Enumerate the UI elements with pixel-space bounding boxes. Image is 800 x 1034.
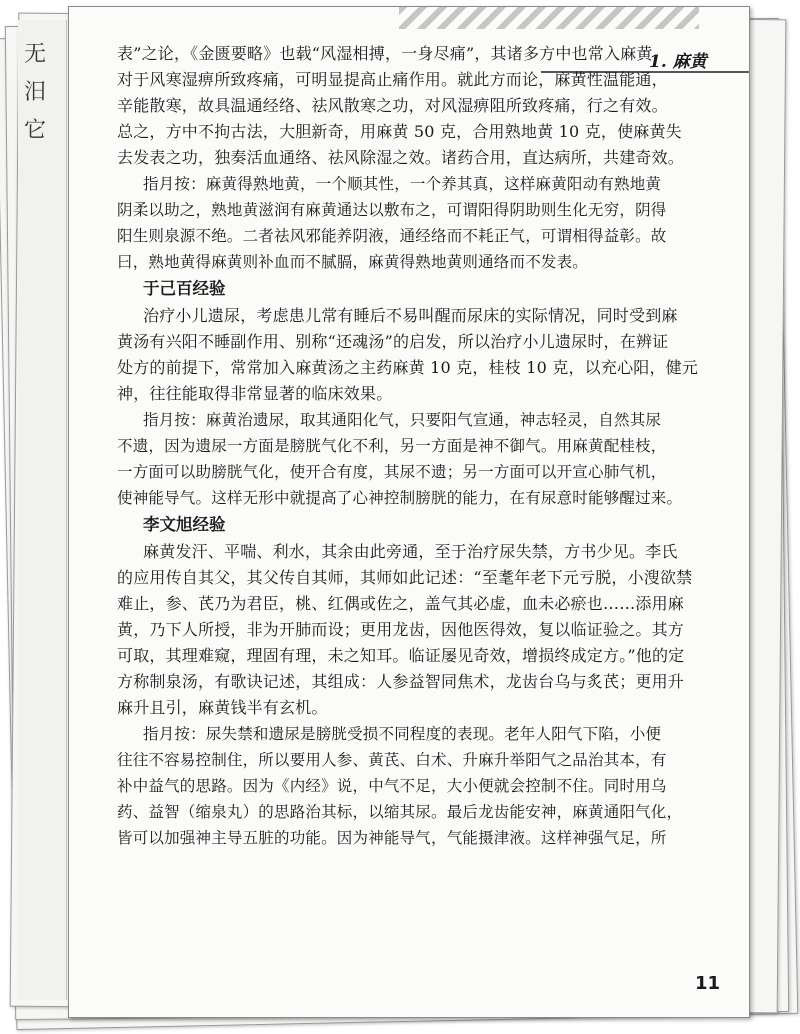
section-heading: 李文旭经验 — [143, 515, 226, 534]
text-line: 使神能导气。这样无形中就提高了心神控制膀胱的能力，在有尿意时能够醒过来。 — [117, 489, 683, 507]
text-line: 难止，参、芪乃为君臣，桃、红偶或佐之，盖气其必虚，血未必瘀也……添用麻 — [117, 594, 685, 613]
text-line: 药、益智（缩泉丸）的思路治其标，以缩其尿。最后龙齿能安神，麻黄通阳气化， — [117, 803, 683, 821]
left-page-edge — [18, 20, 67, 1000]
text-line: 麻升且引，麻黄钱半有玄机。 — [117, 698, 328, 717]
section-heading: 于己百经验 — [143, 279, 226, 298]
text-line: 往往不容易控制住，所以要用人参、黄芪、白术、升麻升举阳气之品治其本，有 — [117, 751, 667, 769]
text-line: 补中益气的思路。因为《内经》说，中气不足，大小便就会控制不住。同时用乌 — [117, 777, 667, 795]
text-line: 不遗，因为遗尿一方面是膀胱气化不利，另一方面是神不御气。用麻黄配桂枝， — [117, 437, 667, 455]
text-line: 指月按：麻黄得熟地黄，一个顺其性，一个养其真，这样麻黄阳动有熟地黄 — [143, 175, 662, 193]
text-line: 指月按：尿失禁和遗尿是膀胱受损不同程度的表现。老年人阳气下陷，小便 — [143, 725, 662, 743]
text-line: 对于风寒湿痹所致疼痛，可明显提高止痛作用。就此方而论，麻黄性温能通， — [117, 70, 668, 89]
text-line: 处方的前提下，常常加入麻黄汤之主药麻黄 10 克，桂枝 10 克，以充心阳，健元 — [117, 358, 699, 377]
text-line: 皆可以加强神主导五脏的功能。因为神能导气，气能摄津液。这样神强气足，所 — [117, 829, 667, 847]
page-number: 11 — [695, 973, 721, 994]
text-line: 一方面可以助膀胱气化，使开合有度，其尿不遗；另一方面可以开宣心肺气机， — [117, 463, 667, 481]
text-line: 指月按：麻黄治遗尿，取其通阳化气，只要阳气宣通，神志轻灵，自然其尿 — [143, 411, 662, 429]
text-line: 可取，其理难窥，理固有理，未之知耳。临证屡见奇效，增损终成定方。”他的定 — [117, 646, 685, 665]
book-page — [68, 6, 750, 1018]
header-decoration — [399, 7, 699, 29]
edge-char: 无 — [24, 42, 47, 67]
text-line: 的应用传自其父，其父传自其师，其师如此记述：“至耄年老下元亏脱，小溲欲禁 — [117, 568, 693, 587]
text-line: 麻黄发汗、平喘、利水，其余由此旁通，至于治疗尿失禁，方书少见。李氏 — [143, 542, 678, 561]
left-page-edge-text — [24, 36, 54, 150]
text-line: 阴柔以助之，熟地黄滋润有麻黄通达以敷布之，可谓阳得阴助则生化无穷，阴得 — [117, 201, 667, 219]
text-line: 神，往往能取得非常显著的临床效果。 — [117, 384, 393, 403]
text-line: 总之，方中不拘古法，大胆新奇，用麻黄 50 克，合用熟地黄 10 克，使麻黄失 — [117, 122, 682, 141]
text-line: 曰，熟地黄得麻黄则补血而不腻膈，麻黄得熟地黄则通络而不发表。 — [117, 253, 589, 271]
text-line: 去发表之功，独奏活血通络、祛风除湿之效。诸药合用，直达病所，共建奇效。 — [117, 148, 685, 167]
text-line: 辛能散寒，故具温通经络、祛风散寒之功，对风湿痹阻所致疼痛，行之有效。 — [117, 96, 668, 115]
text-line: 阳生则泉源不绝。二者祛风邪能养阴液，通经络而不耗正气，可谓相得益彰。故 — [117, 227, 667, 245]
text-line: 表”之论，《金匮要略》也载“风湿相搏，一身尽痛”，其诸多方中也常入麻黄， — [117, 44, 669, 63]
text-line: 治疗小儿遗尿，考虑患儿常有睡后不易叫醒而尿床的实际情况，同时受到麻 — [143, 306, 678, 325]
running-header: 1. 麻黄 — [649, 52, 707, 72]
body-text — [117, 41, 707, 851]
text-line: 黄汤有兴阳不睡副作用、别称“还魂汤”的启发，所以治疗小儿遗尿时，在辨证 — [117, 332, 669, 351]
edge-char: 它 — [24, 118, 47, 143]
text-line: 方称制泉汤，有歌诀记述，其组成：人参益智同焦术，龙齿台乌与炙芪；更用升 — [117, 672, 685, 691]
edge-char: 汨 — [24, 80, 47, 105]
text-line: 黄，乃下人所授，非为开肺而设；更用龙齿，因他医得效，复以临证验之。其方 — [117, 620, 685, 639]
